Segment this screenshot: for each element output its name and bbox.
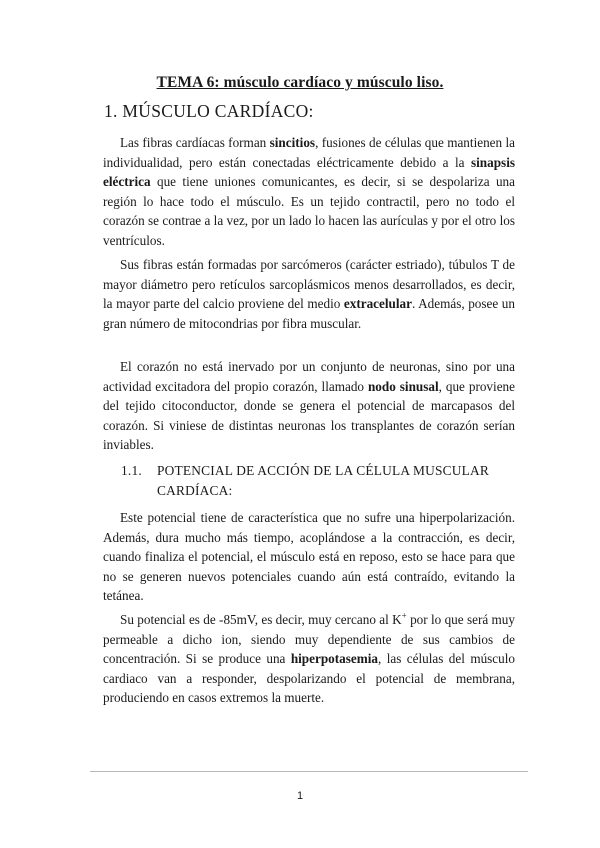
p5-bold-hiperpotasemia: hiperpotasemia xyxy=(290,651,378,666)
p3-text-1: El corazón no está inervado por un conjunto de neuronas, sino por una actividad excitadora del propio corazón, llamado xyxy=(103,359,515,394)
footer-divider xyxy=(90,771,528,772)
p1-bold-sinapsis: sinapsis eléctrica xyxy=(103,154,515,189)
p5-text-1: Su potencial es de -85mV, es decir, muy cercano al K xyxy=(120,612,402,627)
p2-bold-extracelular: extracelular xyxy=(343,296,412,311)
p1-text-1: Las fibras cardíacas forman xyxy=(120,135,270,150)
paragraph-5 xyxy=(103,610,515,708)
p2-text-2: . Además, posee un gran número de mitocondrias por fibra muscular. xyxy=(103,296,515,331)
p2-text-1: Sus fibras están formadas por sarcómeros (carácter estriado), túbulos T de mayor diámetro pero retículos sarcoplásmicos menos desarrollados, es decir, la mayor parte del calcio proviene del medio xyxy=(103,257,515,311)
subsection-number: 1.1. xyxy=(121,463,142,478)
document-title: TEMA 6: músculo cardíaco y músculo liso. xyxy=(156,74,444,91)
p1-text-3: que tiene uniones comunicantes, es decir, si se despolariza una región lo hace todo el músculo. Es un tejido contractil, pero no todo el corazón se contrae a la vez, por un lado lo hacen las aurículas y por el otro los ventrículos. xyxy=(103,174,515,248)
p5-superscript: + xyxy=(401,610,407,621)
page-number: 1 xyxy=(296,790,304,802)
p1-text-2: , fusiones de células que mantienen la individualidad, pero están conectadas eléctricamente debido a la xyxy=(103,135,515,170)
paragraph-2 xyxy=(103,255,515,333)
p3-bold-nodo-sinusal: nodo sinusal xyxy=(367,378,439,394)
p1-bold-sincitios: sincitios xyxy=(269,135,316,150)
p5-text-3: , las células del músculo cardiaco van a responder, despolarizando el potencial de membrana, produciendo en casos extremos la muerte. xyxy=(103,651,516,705)
section-heading: 1. MÚSCULO CARDÍACO: xyxy=(104,101,314,121)
paragraph-3 xyxy=(103,357,515,455)
subsection-title: POTENCIAL DE ACCIÓN DE LA CÉLULA MUSCULAR CARDÍACA: xyxy=(157,463,490,498)
p4-text-1: Este potencial tiene de característica que no sufre una hiperpolarización. Además, dura mucho más tiempo, acoplándose a la contracción, es decir, cuando finaliza el potencial, el músculo está en reposo, esto se hace para que no se generen nuevos potenciales cuando aún está contraído, evitando la tetánea. xyxy=(103,510,515,603)
p5-text-2: por lo que será muy permeable a dicho ion, siendo muy dependiente de sus cambios de concentración. Si se produce una xyxy=(103,612,515,666)
paragraph-4 xyxy=(103,508,515,606)
p3-text-2: , que proviene del tejido citoconductor, donde se genera el potencial de marcapasos del corazón. Si viniese de distintas neuronas los transplantes de corazón serían inviables. xyxy=(103,378,515,452)
paragraph-1 xyxy=(103,133,515,250)
